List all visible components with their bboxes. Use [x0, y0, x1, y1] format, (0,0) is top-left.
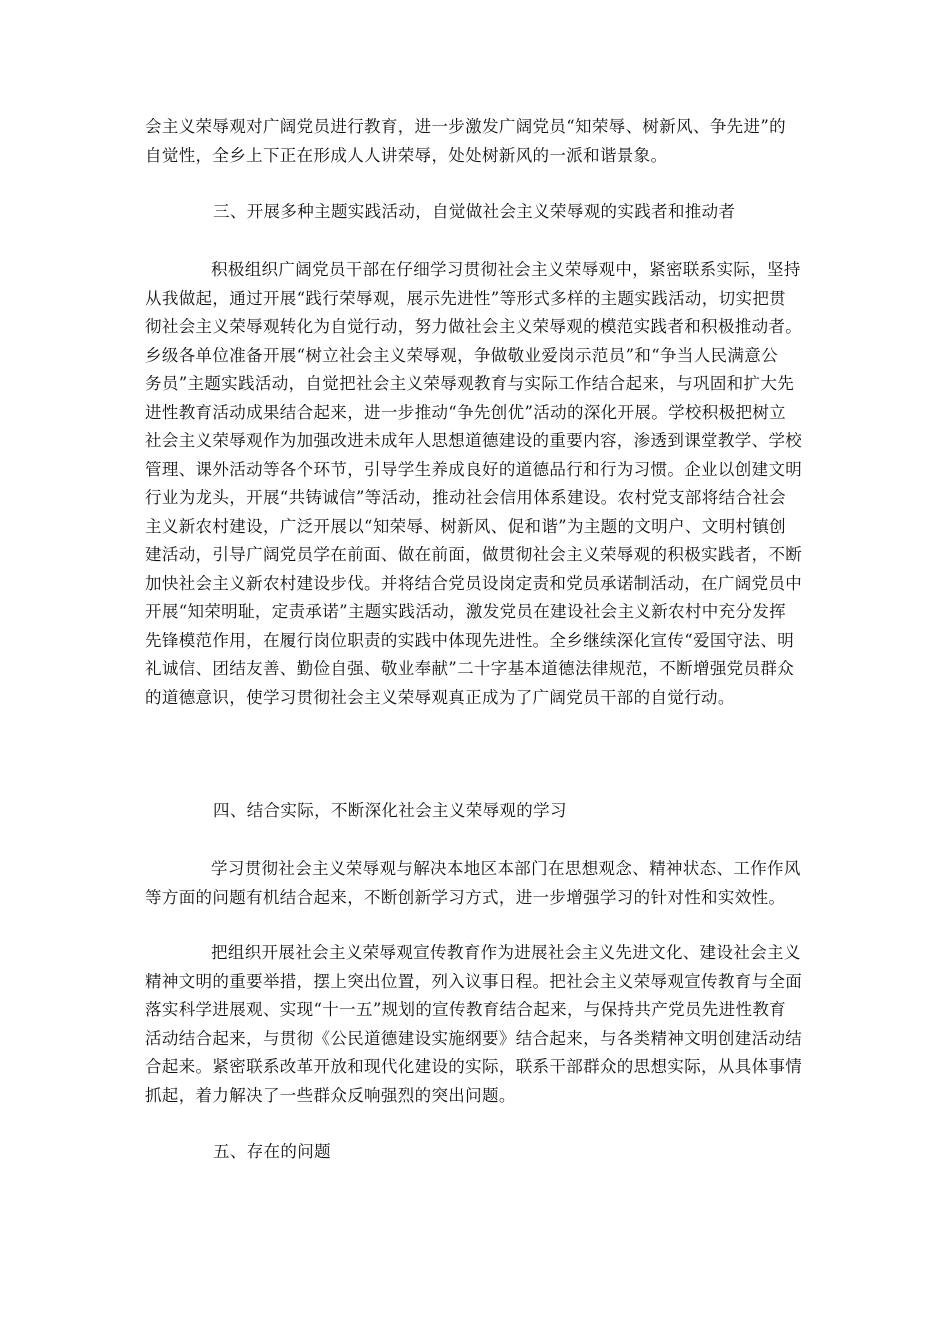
paragraph-1-line: 自觉性，全乡上下正在形成人人讲荣辱，处处树新风的一派和谐景象。: [145, 145, 668, 165]
paragraph-2-line: 积极组织广阔党员干部在仔细学习贯彻社会主义荣辱观中，紧密联系实际，坚持: [211, 260, 801, 279]
paragraph-4-line: 精神文明的重要举措，摆上突出位置，列入议事日程。把社会主义荣辱观宣传教育与全面: [145, 971, 803, 991]
paragraph-4-line: 活动结合起来，与贯彻《公民道德建设实施纲要》结合起来，与各类精神文明创建活动结: [145, 1028, 803, 1048]
section-heading-4: 四、结合实际，不断深化社会主义荣辱观的学习: [213, 801, 567, 820]
paragraph-2: [145, 256, 807, 712]
paragraph-2-line: 先锋模范作用，在履行岗位职责的实践中体现先进性。全乡继续深化宣传“爱国守法、明: [145, 630, 795, 650]
paragraph-2-line: 管理、课外活动等各个环节，引导学生养成良好的道德品行和行为习惯。企业以创建文明: [145, 459, 803, 479]
paragraph-2-line: 的道德意识，使学习贯彻社会主义荣辱观真正成为了广阔党员干部的自觉行动。: [145, 687, 735, 707]
paragraph-4-line: 把组织开展社会主义荣辱观宣传教育作为进展社会主义先进文化、建设社会主义: [211, 943, 801, 962]
paragraph-2-line: 务员”主题实践活动，自觉把社会主义荣辱观教育与实际工作结合起来，与巩固和扩大先: [145, 374, 795, 393]
paragraph-3-line: 学习贯彻社会主义荣辱观与解决本地区本部门在思想观念、精神状态、工作作风: [211, 859, 801, 878]
paragraph-2-line: 从我做起，通过开展“践行荣辱观，展示先进性”等形式多样的主题实践活动，切实把贯: [145, 288, 787, 308]
paragraph-2-line: 礼诚信、团结友善、勤俭自强、敬业奉献”二十字基本道德法律规范，不断增强党员群众: [145, 659, 795, 678]
paragraph-3: [145, 855, 807, 912]
paragraph-3-line: 等方面的问题有机结合起来，不断创新学习方式，进一步增强学习的针对性和实效性。: [145, 887, 786, 907]
paragraph-2-line: 开展“知荣明耻，定责承诺”主题实践活动，激发党员在建设社会主义新农村中充分发挥: [145, 602, 787, 621]
section-heading-3: 三、开展多种主题实践活动，自觉做社会主义荣辱观的实践者和推动者: [213, 202, 736, 221]
paragraph-2-line: 进性教育活动成果结合起来，进一步推动“争先创优”活动的深化开展。学校积极把树立: [145, 402, 787, 422]
paragraph-2-line: 加快社会主义新农村建设步伐。并将结合党员设岗定责和党员承诺制活动，在广阔党员中: [145, 573, 803, 593]
paragraph-2-line: 行业为龙头，开展“共铸诚信”等活动，推动社会信用体系建设。农村党支部将结合社会: [145, 488, 787, 507]
paragraph-4-line: 合起来。紧密联系改革开放和现代化建设的实际，联系干部群众的思想实际，从具体事情: [145, 1057, 803, 1076]
paragraph-1-line: 会主义荣辱观对广阔党员进行教育，进一步激发广阔党员“知荣辱、树新风、争先进”的: [145, 117, 787, 136]
paragraph-2-line: 建活动，引导广阔党员学在前面、做在前面，做贯彻社会主义荣辱观的积极实践者，不断: [145, 545, 803, 564]
section-heading-5: 五、存在的问题: [213, 1142, 331, 1161]
paragraph-1: [145, 113, 807, 170]
paragraph-4: [145, 939, 807, 1110]
paragraph-2-line: 社会主义荣辱观作为加强改进未成年人思想道德建设的重要内容，渗透到课堂教学、学校: [145, 431, 803, 450]
paragraph-2-line: 主义新农村建设，广泛开展以“知荣辱、树新风、促和谐”为主题的文明户、文明村镇创: [145, 516, 787, 536]
paragraph-4-line: 抓起，着力解决了一些群众反响强烈的突出问题。: [145, 1085, 516, 1105]
paragraph-4-line: 落实科学进展观、实现“十一五”规划的宣传教育结合起来，与保持共产党员先进性教育: [145, 1000, 787, 1019]
paragraph-2-line: 乡级各单位准备开展“树立社会主义荣辱观，争做敬业爱岗示范员”和“争当人民满意公: [145, 345, 778, 365]
paragraph-2-line: 彻社会主义荣辱观转化为自觉行动，努力做社会主义荣辱观的模范实践者和积极推动者。: [145, 317, 803, 336]
